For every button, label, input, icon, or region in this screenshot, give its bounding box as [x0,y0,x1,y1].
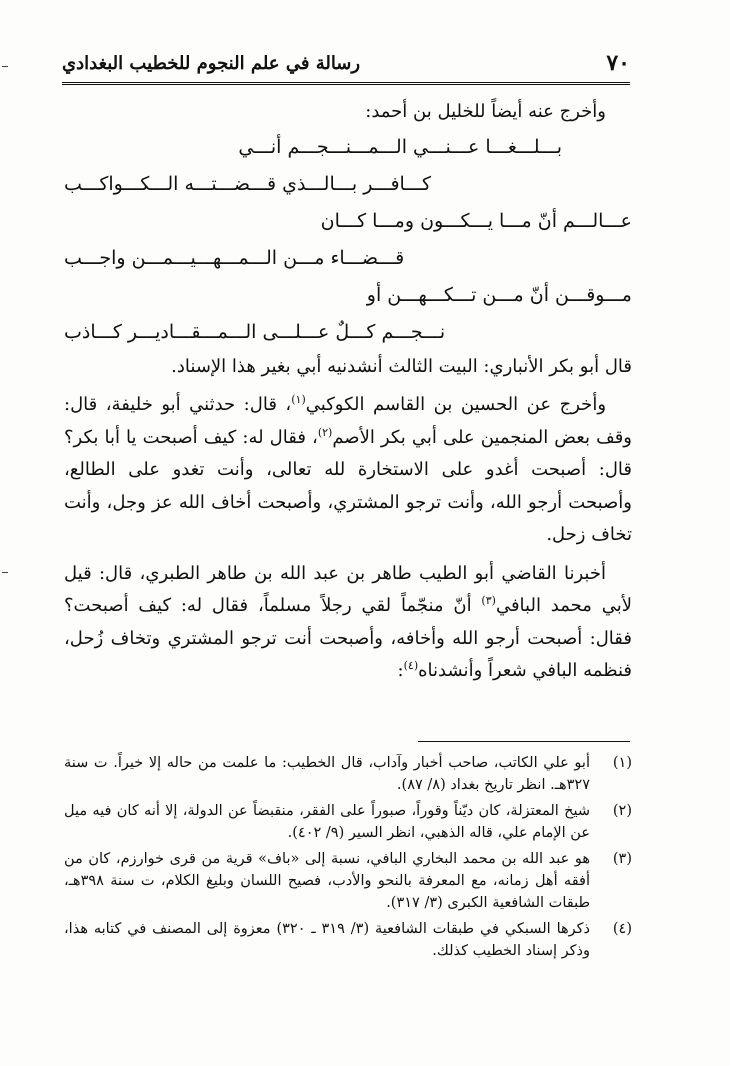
verse-note: قال أبو بكر الأنباري: البيت الثالث أنشدنيه أبي بغير هذا الإسناد. [171,355,632,377]
running-title: رسالة في علم النجوم للخطيب البغدادي [62,52,361,74]
verse-line: بـــلـــغـــا عـــنـــي الـــمـــنـــجـــم أنـــي [238,135,562,158]
page-number: ٧٠ [606,50,630,76]
footnote-number: (٢) [612,803,632,819]
verse-line: كـــافـــر بـــالـــذي قـــضـــتـــه الـــكـــواكـــب [64,172,432,195]
intro-line: وأخرج عنه أيضاً للخليل بن أحمد: [365,101,606,122]
main-text [64,96,632,688]
footnote-text: شيخ المعتزلة، كان ديّناً وقوراً، صبوراً على الفقر، منقبضاً عن الدولة، إلا أنه كان فيه ميل عن الإمام علي، قاله الذهبي، انظر السير (٩/ ٤٠٢). [64,803,590,841]
footnote-text: ذكرها السبكي في طبقات الشافعية (٣/ ٣١٩ ـ ٣٢٠) معزوة إلى المصنف في كتابه هذا، وذكر إسناد الخطيب كذلك. [64,921,590,959]
verse-line: قـــضـــاء مـــن الـــمـــهـــيـــمـــن واجـــب [64,246,405,269]
footnote-ref: (١) [291,393,306,406]
footnote [64,752,632,796]
verse-line: مـــوقـــن أنّ مـــن تـــكـــهـــن أو [366,283,632,306]
page-header [62,46,630,80]
header-rule [62,82,630,85]
footnote-text: أبو علي الكاتب، صاحب أخبار وآداب، قال الخطيب: ما علمت من حاله إلا خيراً. ت سنة ٣٢٧هـ. انظر تاريخ بغداد (٨/ ٨٧). [64,755,590,793]
footnote-number: (٣) [612,851,632,867]
footnote-ref: (٤) [403,659,419,672]
poem [64,129,632,351]
paragraph-bafi: أخبرنا القاضي أبو الطيب طاهر بن عبد الله بن طاهر الطبري، قال: قيل لأبي محمد البافي$^{(٣)}$ أنّ منجّماً لقي رجلاً مسلماً، فقال له: كيف أصبحت؟ فقال: أصبحت أرجو الله وأخافه، وأصبحت أنت ترجو المشتري وتخاف زُحل، فنظمه البافي شعراً وأنشدناه$^{(٤)}$: [64,562,632,681]
footnote [64,848,632,914]
margin-mark [2,572,8,573]
verse-line: نـــجـــم كـــلٌ عـــلـــى الـــمـــقـــاديـــر كـــاذب [64,320,446,343]
footnote-ref: (٢) [317,425,333,439]
margin-mark [2,66,8,67]
paragraph-kawkabi: وأخرج عن الحسين بن القاسم الكوكبي$^{(١)}$، قال: حدثني أبو خليفة، قال: وقف بعض المنجمين على أبي بكر الأصم$^{(٢)}$، فقال له: كيف أصبحت يا أبا بكر؟ قال: أصبحت أغدو على الاستخارة لله تعالى، وأنت تغدو على الطالع، وأصبحت أرجو الله، وأنت ترجو المشتري، وأصبحت أخاف الله عز وجل، وأنت تخاف زحل. [64,393,632,545]
footnote [64,918,632,962]
footnote-separator [418,741,630,742]
footnotes [64,752,632,966]
footnote-ref: (٣) [481,594,496,607]
verse-line: عـــالـــم أنّ مـــا يـــكـــون ومـــا كـــان [320,209,632,232]
footnote-text: هو عبد الله بن محمد البخاري البافي، نسبة إلى «باف» قرية من قرى خوارزم، كان من أفقه أهل زمانه، مع المعرفة بالنحو والأدب، فصيح اللسان وبليغ الكلام، ت سنة ٣٩٨هـ، طبقات الشافعية الكبرى (٣/ ٣١٧). [64,851,590,911]
footnote-number: (٤) [612,921,632,937]
footnote-number: (١) [612,755,632,771]
footnote [64,800,632,844]
